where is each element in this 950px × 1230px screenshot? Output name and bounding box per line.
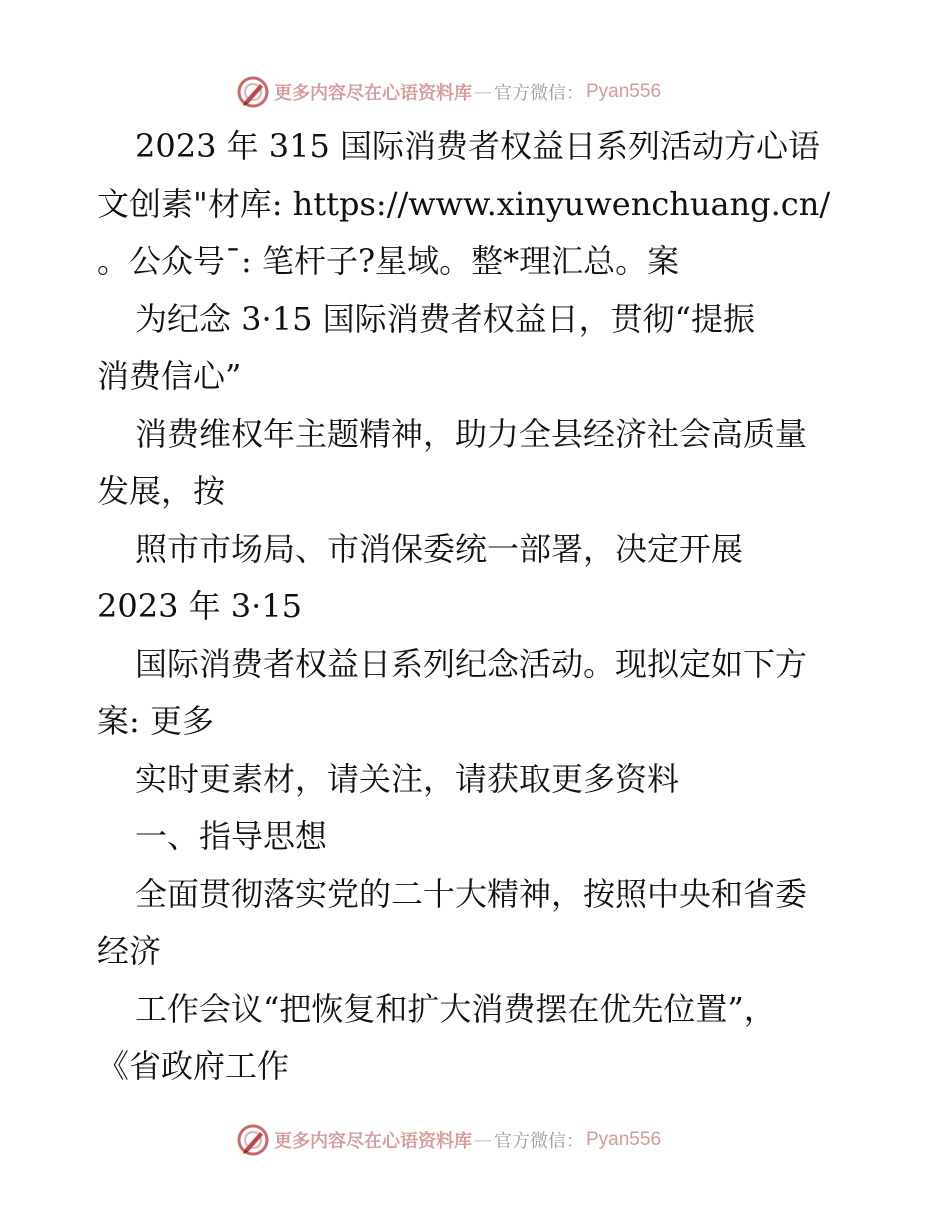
pen-logo-icon xyxy=(236,1123,270,1157)
footer-banner-content xyxy=(236,1118,661,1162)
body-line: 经济 xyxy=(97,932,162,970)
header-banner-text: 更多内容尽在心语资料库 xyxy=(274,83,472,104)
footer-banner-text: 更多内容尽在心语资料库 xyxy=(274,1131,472,1152)
body-line: 文创素"材库: https://www.xinyuwenchuang.cn/ xyxy=(97,184,831,223)
body-line: 2023 年 315 国际消费者权益日系列活动方心语 xyxy=(135,127,821,165)
body-line: 消费维权年主题精神，助力全县经济社会高质量 xyxy=(135,414,808,453)
body-line: 实时更素材，请关注，请获取更多资料 xyxy=(135,759,680,798)
section-heading: 一、指导思想 xyxy=(135,817,328,855)
header-banner-label: 官方微信： xyxy=(494,83,584,104)
body-line: 工作会议“把恢复和扩大消费摆在优先位置”， xyxy=(135,989,776,1028)
body-line: 消费信心” xyxy=(97,357,242,395)
footer-wechat-id: Pyan556 xyxy=(586,1129,662,1150)
body-line: 2023 年 3·15 xyxy=(97,587,303,625)
footer-banner-separator: — xyxy=(474,1129,492,1151)
footer-banner xyxy=(0,1118,950,1162)
pen-logo-icon xyxy=(236,75,270,109)
body-line: 《省政府工作 xyxy=(97,1047,290,1085)
body-line: 全面贯彻落实党的二十大精神，按照中央和省委 xyxy=(135,874,808,913)
footer-banner-label: 官方微信： xyxy=(494,1131,584,1152)
body-line: 案: 更多 xyxy=(97,702,214,740)
body-line: 照市市场局、市消保委统一部署，决定开展 xyxy=(135,529,744,568)
body-line: 。公众号¯: 笔杆子?星域。整*理汇总。案 xyxy=(97,242,680,280)
document-body xyxy=(97,118,857,1096)
header-banner xyxy=(0,70,950,114)
body-line: 发展，按 xyxy=(97,472,226,510)
body-line: 国际消费者权益日系列纪念活动。现拟定如下方 xyxy=(135,644,808,683)
header-banner-content xyxy=(236,70,661,114)
body-line: 为纪念 3·15 国际消费者权益日，贯彻“提振 xyxy=(135,299,755,338)
header-banner-separator: — xyxy=(474,81,492,103)
header-wechat-id: Pyan556 xyxy=(586,81,662,102)
